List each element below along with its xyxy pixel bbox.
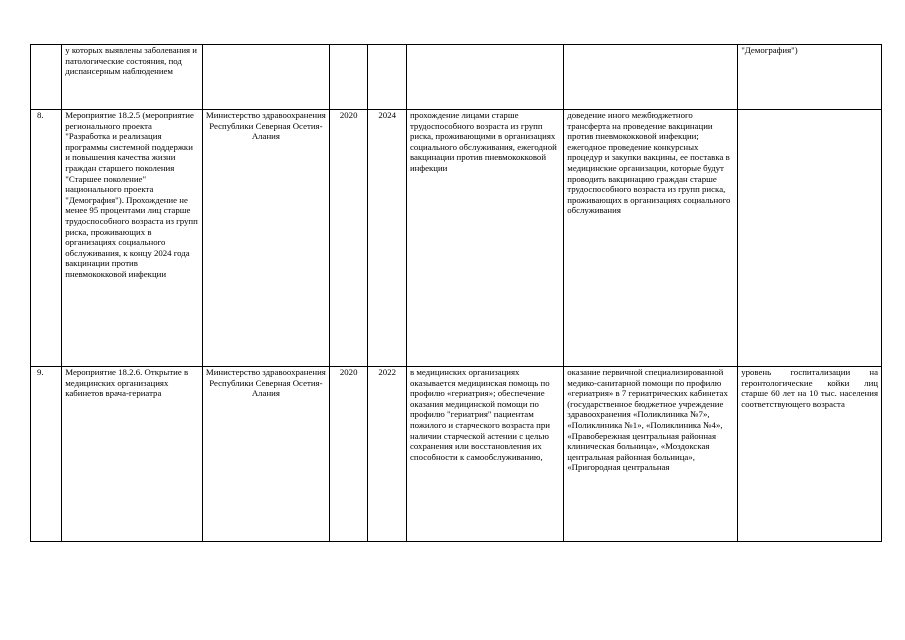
cell-start-year: 2020: [329, 110, 368, 367]
table-row: [31, 367, 882, 542]
cell-number: 9.: [31, 367, 62, 542]
measures-table: [30, 44, 882, 542]
cell-executor: Министерство здравоохранения Республики Северная Осетия-Алания: [202, 110, 329, 367]
document-page: [30, 44, 882, 542]
cell-end-year: 2022: [368, 367, 407, 542]
cell-activities: [564, 45, 738, 110]
cell-end-year: [368, 45, 407, 110]
cell-end-year: 2024: [368, 110, 407, 367]
cell-start-year: 2020: [329, 367, 368, 542]
cell-expected-result: [406, 45, 563, 110]
cell-indicator: [738, 110, 882, 367]
cell-activities: оказание первичной специализированной медико-санитарной помощи по профилю «гериатрия» в 7 гериатрических кабинетах (государственное бюджетное учреждение здравоохранения «Поликлиника №7», «Поликлиника №1», «Поликлиника №4», «Правобережная центральная районная клиническая больница», «Моздокская центральная районная больница», «Пригородная центральная: [564, 367, 738, 542]
cell-start-year: [329, 45, 368, 110]
cell-measure-name: Мероприятие 18.2.6. Открытие в медицинских организациях кабинетов врача-гериатра: [62, 367, 203, 542]
cell-executor: Министерство здравоохранения Республики Северная Осетия-Алания: [202, 367, 329, 542]
cell-expected-result: прохождение лицами старше трудоспособного возраста из групп риска, проживающими в организациях социального обслуживания, ежегодной вакцинации против пневмококковой инфекции: [406, 110, 563, 367]
table-row: [31, 45, 882, 110]
table-row: [31, 110, 882, 367]
cell-indicator: "Демография"): [738, 45, 882, 110]
cell-indicator: уровень госпитализации на геронтологические койки лиц старше 60 лет на 10 тыс. населения соответствующего возраста: [738, 367, 882, 542]
cell-measure-name: Мероприятие 18.2.5 (мероприятие регионального проекта "Разработка и реализация программы системной поддержки и повышения качества жизни граждан старшего поколения "Старшее поколение" национального проекта "Демография"). Прохождение не менее 95 процентами лиц старше трудоспособного возраста из групп риска, проживающих в организациях социального обслуживания, к концу 2024 года вакцинации против пневмококковой инфекции: [62, 110, 203, 367]
cell-executor: [202, 45, 329, 110]
cell-measure-name: у которых выявлены заболевания и патологические состояния, под диспансерным наблюдением: [62, 45, 203, 110]
cell-activities: доведение иного межбюджетного трансферта на проведение вакцинации против пневмококковой инфекции; ежегодное проведение конкурсных процедур и закупки вакцины, ее поставка в медицинские организации, которые будут проводить вакцинацию граждан старше трудоспособного возраста из групп риска, проживающих в организациях социального обслуживания: [564, 110, 738, 367]
cell-expected-result: в медицинских организациях оказывается медицинская помощь по профилю «гериатрия»; обеспечение оказания медицинской помощи по профилю "гериатрия" пациентам пожилого и старческого возраста при наличии старческой астении с целью сохранения или восстановления их способности к самообслуживанию,: [406, 367, 563, 542]
cell-number: [31, 45, 62, 110]
cell-number: 8.: [31, 110, 62, 367]
